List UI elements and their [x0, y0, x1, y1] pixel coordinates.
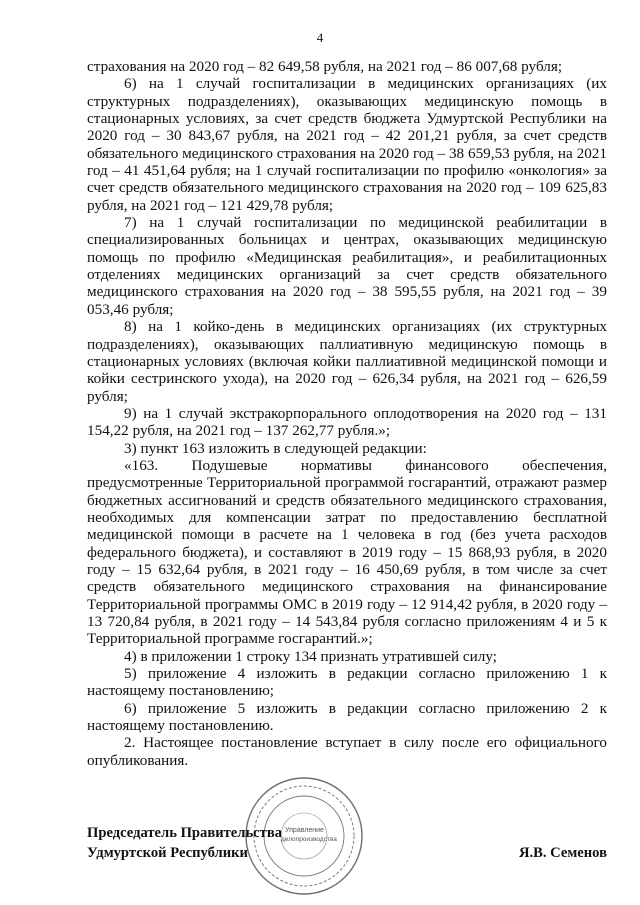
paragraph: 5) приложение 4 изложить в редакции согласно приложению 1 к настоящему постановлению;	[87, 665, 607, 700]
paragraph: 6) приложение 5 изложить в редакции согласно приложению 2 к настоящему постановлению.	[87, 699, 607, 735]
paragraph: 8) на 1 койко-день в медицинских организациях (их структурных подразделениях), оказывающих паллиативную медицинскую помощь в стационарных условиях (включая койки паллиативной медицинской помощи и койки сестринского ухода), на 2020 год – 626,34 рубля, на 2021 год – 626,59 рубля;	[87, 318, 607, 405]
paragraph: 2. Настоящее постановление вступает в силу после его официального опубликования.	[87, 734, 607, 769]
stamp-line-1: Управление	[285, 827, 324, 834]
paragraph: 9) на 1 случай экстракорпорального оплодотворения на 2020 год – 131 154,22 рубля, на 2021 год – 137 262,77 рубля.»;	[87, 404, 607, 440]
stamp-line-2: делопроизводства	[281, 836, 337, 843]
paragraph: 4) в приложении 1 строку 134 признать утратившей силу;	[124, 647, 497, 665]
paragraph: «163. Подушевые нормативы финансового обеспечения, предусмотренные Территориальной программой госгарантий, отражают размер бюджетных ассигнований и средств обязательного медицинского страхования, необходимых для компенсации затрат по предоставлению бесплатной медицинской помощи в расчете на 1 человека в год (без учета расходов федерального бюджета), и составляют в 2019 году – 15 868,93 рубля, в 2020 году – 15 632,64 рубля, в 2021 году – 16 450,69 рубля, в том числе за счет средств обязательного медицинского страхования на финансирование Территориальной программы ОМС в 2019 году – 12 914,42 рубля, в 2020 году – 13 720,84 рубля, в 2021 году – 14 543,84 рубля согласно приложениям 4 и 5 к Территориальной программе госгарантий.»;	[87, 456, 607, 648]
signatory-title-line-1: Председатель Правительства	[87, 825, 283, 841]
signatory-title-line-2: Удмуртской Республики	[87, 845, 248, 861]
paragraph: 7) на 1 случай госпитализации по медицинской реабилитации в специализированных больницах и центрах, оказывающих медицинскую помощь по профилю «Медицинская реабилитация», и реабилитационных отделениях медицинских организаций за счет средств обязательного медицинского страхования на 2020 год – 38 595,55 рубля, на 2021 год – 39 053,46 рубля;	[87, 214, 607, 318]
signatory-name: Я.В. Семенов	[518, 845, 607, 861]
document-body	[87, 58, 607, 769]
paragraph: страхования на 2020 год – 82 649,58 рубля, на 2021 год – 86 007,68 рубля;	[87, 58, 563, 75]
page-number: 4	[316, 30, 324, 45]
signatory-title	[87, 823, 282, 863]
paragraph: 3) пункт 163 изложить в следующей редакции:	[124, 439, 427, 457]
paragraph: 6) на 1 случай госпитализации в медицинских организациях (их структурных подразделениях), оказывающих медицинскую помощь в стационарных условиях, за счет средств бюджета Удмуртской Республики на 2020 год – 30 843,67 рубля, на 2021 год – 42 201,21 рубля, за счет средств обязательного медицинского страхования на 2020 год – 38 659,53 рубля, на 2021 год – 41 451,64 рубля; на 1 случай госпитализации по профилю «онкология» за счет средств обязательного медицинского страхования на 2020 год – 109 625,83 рубля, на 2021 год – 121 429,78 рубля;	[87, 75, 607, 214]
signature-block	[87, 823, 607, 873]
